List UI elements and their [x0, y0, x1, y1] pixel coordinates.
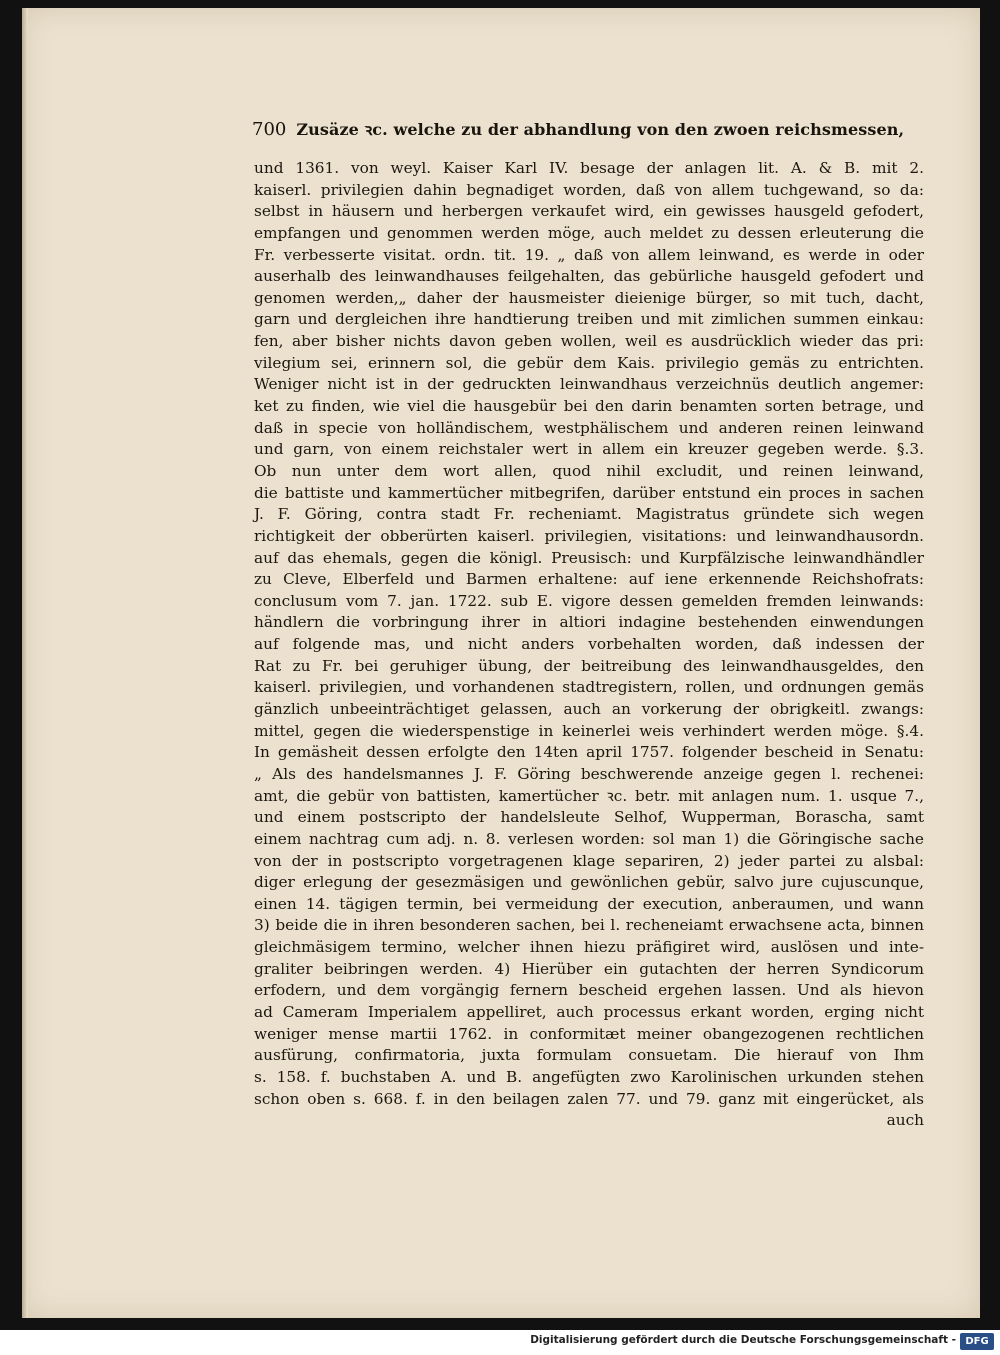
text-line: richtigkeit der obberürten kaiserl. privilegien, visitations: und leinwandhausordn.	[254, 526, 924, 545]
text-line: ausfürung, confirmatoria, juxta formulam consuetam. Die hierauf von Ihm	[254, 1046, 924, 1065]
text-line: fen, aber bisher nichts davon geben wollen, weil es ausdrücklich wieder das pri:	[254, 332, 924, 351]
text-line: s. 158. f. buchstaben A. und B. angefügten zwo Karolinischen urkunden stehen	[254, 1067, 924, 1086]
text-line: graliter beibringen werden. 4) Hierüber ein gutachten der herren Syndicorum	[254, 959, 924, 978]
text-line: genomen werden,„ daher der hausmeister dieienige bürger, so mit tuch, dacht,	[254, 288, 924, 307]
running-head: Zusäze ꝛc. welche zu der abhandlung von den zwoen reichsmessen,	[296, 120, 905, 139]
funding-note: Digitalisierung gefördert durch die Deutsche Forschungsgemeinschaft -	[530, 1334, 956, 1346]
text-line: gänzlich unbeeinträchtiget gelassen, auch an vorkerung der obrigkeitl. zwangs:	[254, 700, 924, 719]
text-line: gleichmäsigem termino, welcher ihnen hiezu präfigiret wird, auslösen und inte-	[254, 938, 924, 957]
page-edge-shadow	[22, 8, 28, 1318]
text-line: In gemäsheit dessen erfolgte den 14ten april 1757. folgender bescheid in Senatu:	[254, 743, 924, 762]
text-line: Ob nun unter dem wort allen, quod nihil excludit, und reinen leinwand,	[254, 461, 924, 480]
page-header	[252, 118, 912, 148]
page-number: 700	[252, 119, 287, 140]
text-line: auf folgende mas, und nicht anders vorbehalten worden, daß indessen der	[254, 635, 924, 654]
text-line: ad Cameram Imperialem appelliret, auch processus erkant worden, erging nicht	[254, 1002, 924, 1021]
text-line: von der in postscripto vorgetragenen klage separiren, 2) jeder partei zu alsbal:	[254, 851, 924, 870]
text-line: auch	[886, 1111, 924, 1130]
text-line: und einem postscripto der handelsleute Selhof, Wupperman, Borascha, samt	[254, 808, 924, 827]
text-line: schon oben s. 668. f. in den beilagen zalen 77. und 79. ganz mit eingerücket, als	[254, 1089, 924, 1108]
text-line: erfodern, und dem vorgängig fernern bescheid ergehen lassen. Und als hievon	[254, 981, 924, 1000]
text-line: und garn, von einem reichstaler wert in allem ein kreuzer gegeben werde. §.3.	[254, 440, 924, 459]
text-line: amt, die gebür von battisten, kamertücher ꝛc. betr. mit anlagen num. 1. usque 7.,	[254, 786, 924, 805]
text-line: auf das ehemals, gegen die königl. Preusisch: und Kurpfälzische leinwandhändler	[254, 548, 924, 567]
text-line: einem nachtrag cum adj. n. 8. verlesen worden: sol man 1) die Göringische sache	[254, 829, 924, 848]
text-line: vilegium sei, erinnern sol, die gebür dem Kais. privilegio gemäs zu entrichten.	[254, 353, 924, 372]
text-line: daß in specie von holländischem, westphälischem und anderen reinen leinwand	[254, 418, 924, 437]
text-line: J. F. Göring, contra stadt Fr. recheniamt. Magistratus gründete sich wegen	[254, 505, 924, 524]
body-text	[254, 158, 924, 1132]
text-line: Weniger nicht ist in der gedruckten leinwandhaus verzeichnüs deutlich angemer:	[254, 375, 924, 394]
text-line: 3) beide die in ihren besonderen sachen, bei l. recheneiamt erwachsene acta, binnen	[254, 916, 924, 935]
text-line: händlern die vorbringung ihrer in altiori indagine bestehenden einwendungen	[254, 613, 924, 632]
text-line: „ Als des handelsmannes J. F. Göring beschwerende anzeige gegen l. rechenei:	[254, 764, 924, 783]
text-line: Fr. verbesserte visitat. ordn. tit. 19. „ daß von allem leinwand, es werde in oder	[254, 245, 924, 264]
text-line: selbst in häusern und herbergen verkaufet wird, ein gewisses hausgeld gefodert,	[254, 202, 924, 221]
text-line: auserhalb des leinwandhauses feilgehalten, das gebürliche hausgeld gefodert und	[254, 267, 924, 286]
text-line: diger erlegung der gesezmäsigen und gewönlichen gebür, salvo jure cujuscunque,	[254, 873, 924, 892]
text-line: ket zu finden, wie viel die hausgebür bei den darin benamten sorten betrage, und	[254, 397, 924, 416]
text-line: weniger mense martii 1762. in conformitæt meiner obangezogenen rechtlichen	[254, 1024, 924, 1043]
text-line: zu Cleve, Elberfeld und Barmen erhaltene: auf iene erkennende Reichshofrats:	[254, 570, 924, 589]
footer-bar	[0, 1330, 1000, 1355]
text-line: garn und dergleichen ihre handtierung treiben und mit zimlichen summen einkau:	[254, 310, 924, 329]
dfg-logo: DFG	[960, 1333, 994, 1350]
text-line: einen 14. tägigen termin, bei vermeidung der execution, anberaumen, und wann	[254, 894, 924, 913]
text-line: empfangen und genommen werden möge, auch meldet zu dessen erleuterung die	[254, 223, 924, 242]
text-line: und 1361. von weyl. Kaiser Karl IV. besage der anlagen lit. A. & B. mit 2.	[254, 159, 924, 177]
text-line: die battiste und kammertücher mitbegrifen, darüber entstund ein proces in sachen	[254, 483, 924, 502]
text-line: Rat zu Fr. bei geruhiger übung, der beitreibung des leinwandhausgeldes, den	[254, 656, 924, 675]
text-line: kaiserl. privilegien dahin begnadiget worden, daß von allem tuchgewand, so da:	[254, 180, 924, 199]
text-line: mittel, gegen die wiederspenstige in keinerlei weis verhindert werden möge. §.4.	[254, 721, 924, 740]
text-line: conclusum vom 7. jan. 1722. sub E. vigore dessen gemelden fremden leinwands:	[254, 591, 924, 610]
text-line: kaiserl. privilegien, und vorhandenen stadtregistern, rollen, und ordnungen gemäs	[254, 678, 924, 697]
